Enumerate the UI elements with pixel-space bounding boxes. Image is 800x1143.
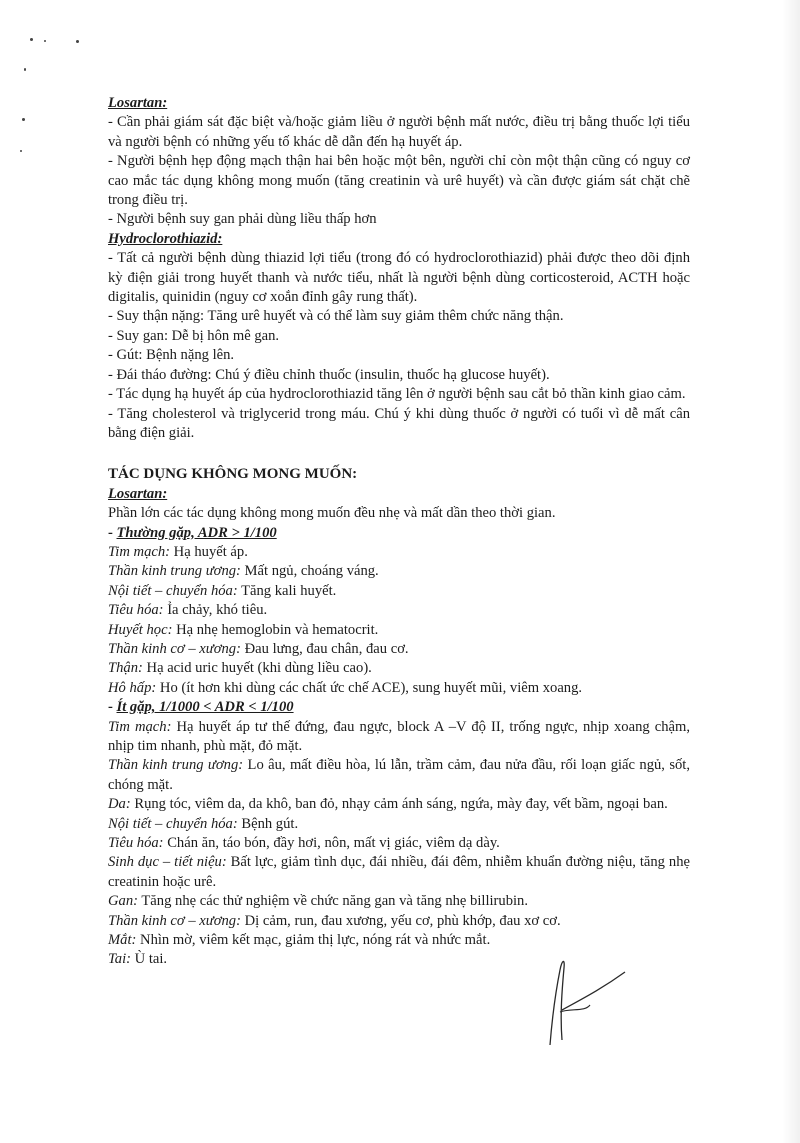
scan-speck xyxy=(76,40,79,43)
adverse-item xyxy=(108,640,690,659)
adverse-losartan-heading: Losartan: xyxy=(108,485,168,502)
system-label: Thần kinh trung ương: xyxy=(108,563,241,580)
system-label: Huyết học: xyxy=(108,621,173,638)
frequency-label: Ít gặp, 1/1000 < ADR < 1/100 xyxy=(116,699,294,716)
adverse-item xyxy=(108,562,690,581)
scan-speck xyxy=(44,40,46,42)
effect-text: Hạ huyết áp. xyxy=(170,543,248,560)
adverse-item xyxy=(108,659,690,678)
paragraph: - Tác dụng hạ huyết áp của hydroclorothiazid tăng lên ở người bệnh sau cắt bỏ thần kinh giao cảm. xyxy=(108,386,686,403)
effect-text: Ù tai. xyxy=(131,951,168,968)
adverse-item xyxy=(108,718,690,757)
adverse-item xyxy=(108,601,690,620)
frequency-label: Thường gặp, ADR > 1/100 xyxy=(116,524,277,541)
paragraph: - Người bệnh hẹp động mạch thận hai bên hoặc một bên, người chỉ còn một thận cũng có nguy cơ cao mắc tác dụng không mong muốn (tăng creatinin và urê huyết) và cần được giám sát chặt chẽ trong điều trị. xyxy=(108,153,690,209)
system-label: Nội tiết – chuyển hóa: xyxy=(108,815,238,832)
handwritten-signature xyxy=(540,950,640,1060)
effect-text: Ỉa chảy, khó tiêu. xyxy=(163,602,268,619)
hctz-precautions-heading: Hydroclorothiazid: xyxy=(108,230,223,247)
system-label: Tiêu hóa: xyxy=(108,835,164,852)
document-body xyxy=(108,94,690,970)
effect-text: Dị cảm, run, đau xương, yếu cơ, phù khớp, đau xơ cơ. xyxy=(240,912,561,929)
adverse-item xyxy=(108,912,690,931)
adverse-item xyxy=(108,815,690,834)
adverse-item xyxy=(108,582,690,601)
adverse-item xyxy=(108,621,690,640)
effect-text: Hạ acid uric huyết (khi dùng liều cao). xyxy=(142,660,372,677)
paragraph: - Suy gan: Dễ bị hôn mê gan. xyxy=(108,327,280,344)
paragraph: - Tất cả người bệnh dùng thiazid lợi tiểu (trong đó có hydroclorothiazid) phải được theo dõi định kỳ điện giải trong huyết thanh và nước tiểu, nhất là người bệnh dùng corticosteroid, ACTH hoặc digitalis, quinidin (nguy cơ xoắn đỉnh gây rung thất). xyxy=(108,250,690,306)
effect-text: Nhìn mờ, viêm kết mạc, giảm thị lực, nóng rát và nhức mắt. xyxy=(136,932,491,949)
adverse-item xyxy=(108,931,690,950)
adverse-item xyxy=(108,892,690,911)
effect-text: Bệnh gút. xyxy=(237,815,299,832)
system-label: Thận: xyxy=(108,660,143,677)
system-label: Mắt: xyxy=(108,932,137,949)
section-gap xyxy=(108,443,690,465)
paragraph: - Đái tháo đường: Chú ý điều chỉnh thuốc (insulin, thuốc hạ glucose huyết). xyxy=(108,366,550,383)
adverse-item xyxy=(108,679,690,698)
adverse-item xyxy=(108,834,690,853)
frequency-heading-uncommon xyxy=(108,698,690,717)
effect-text: Tăng kali huyết. xyxy=(237,582,337,599)
effect-text: Hạ nhẹ hemoglobin và hematocrit. xyxy=(172,621,379,638)
frequency-prefix: - xyxy=(108,524,117,541)
adverse-item xyxy=(108,853,690,892)
system-label: Tim mạch: xyxy=(108,718,172,735)
system-label: Sinh dục – tiết niệu: xyxy=(108,854,227,871)
system-label: Thần kinh cơ – xương: xyxy=(108,912,241,929)
effect-text: Bất lực, giảm tình dục, đái nhiều, đái đêm, nhiễm khuẩn đường niệu, tăng nhẹ creatinin hoặc urê. xyxy=(108,854,690,890)
scan-speck xyxy=(20,150,22,152)
system-label: Tai: xyxy=(108,951,131,968)
scan-speck xyxy=(24,68,26,71)
effect-text: Chán ăn, táo bón, đầy hơi, nôn, mất vị giác, viêm dạ dày. xyxy=(163,835,500,852)
adverse-item xyxy=(108,543,690,562)
system-label: Tim mạch: xyxy=(108,543,171,560)
scan-speck xyxy=(30,38,33,41)
effect-text: Hạ huyết áp tư thế đứng, đau ngực, block A –V độ II, trống ngực, nhịp xoang chậm, nhịp tim nhanh, phù mặt, đỏ mặt. xyxy=(108,718,690,754)
system-label: Gan: xyxy=(108,893,138,910)
adverse-item xyxy=(108,795,690,814)
system-label: Hô hấp: xyxy=(108,679,157,696)
system-label: Thần kinh trung ương: xyxy=(108,757,244,774)
adverse-item xyxy=(108,756,690,795)
effect-text: Đau lưng, đau chân, đau cơ. xyxy=(240,640,409,657)
effect-text: Lo âu, mất điều hòa, lú lẫn, trầm cảm, đau nửa đầu, rối loạn giấc ngủ, sốt, chóng mặt. xyxy=(108,757,691,793)
adverse-intro: Phần lớn các tác dụng không mong muốn đều nhẹ và mất dần theo thời gian. xyxy=(108,505,556,522)
section-title: TÁC DỤNG KHÔNG MONG MUỐN: xyxy=(108,466,358,483)
system-label: Da: xyxy=(108,796,131,813)
system-label: Tiêu hóa: xyxy=(108,602,164,619)
effect-text: Tăng nhẹ các thử nghiệm về chức năng gan và tăng nhẹ billirubin. xyxy=(138,893,529,910)
effect-text: Rụng tóc, viêm da, da khô, ban đỏ, nhạy cảm ánh sáng, ngứa, mày đay, vết bầm, ngoại ban. xyxy=(130,796,668,813)
frequency-heading-common xyxy=(108,524,690,543)
effect-text: Mất ngủ, choáng váng. xyxy=(240,563,379,580)
effect-text: Ho (ít hơn khi dùng các chất ức chế ACE), sung huyết mũi, viêm xoang. xyxy=(156,679,583,696)
paragraph: - Gút: Bệnh nặng lên. xyxy=(108,347,235,364)
frequency-prefix: - xyxy=(108,699,117,716)
paragraph: - Suy thận nặng: Tăng urê huyết và có thể làm suy giảm thêm chức năng thận. xyxy=(108,308,564,325)
paragraph: - Tăng cholesterol và triglycerid trong máu. Chú ý khi dùng thuốc ở người có tuổi vì dễ mất cân bằng điện giải. xyxy=(108,405,690,441)
losartan-precautions-heading: Losartan: xyxy=(108,95,168,111)
paragraph: - Cần phải giám sát đặc biệt và/hoặc giảm liều ở người bệnh mất nước, điều trị bằng thuốc lợi tiểu và người bệnh có những yếu tố khác dễ dẫn đến hạ huyết áp. xyxy=(108,114,690,150)
system-label: Thần kinh cơ – xương: xyxy=(108,640,241,657)
scan-edge-shadow xyxy=(782,0,800,1143)
system-label: Nội tiết – chuyển hóa: xyxy=(108,582,238,599)
scan-speck xyxy=(22,118,25,121)
paragraph: - Người bệnh suy gan phải dùng liều thấp hơn xyxy=(108,211,377,228)
